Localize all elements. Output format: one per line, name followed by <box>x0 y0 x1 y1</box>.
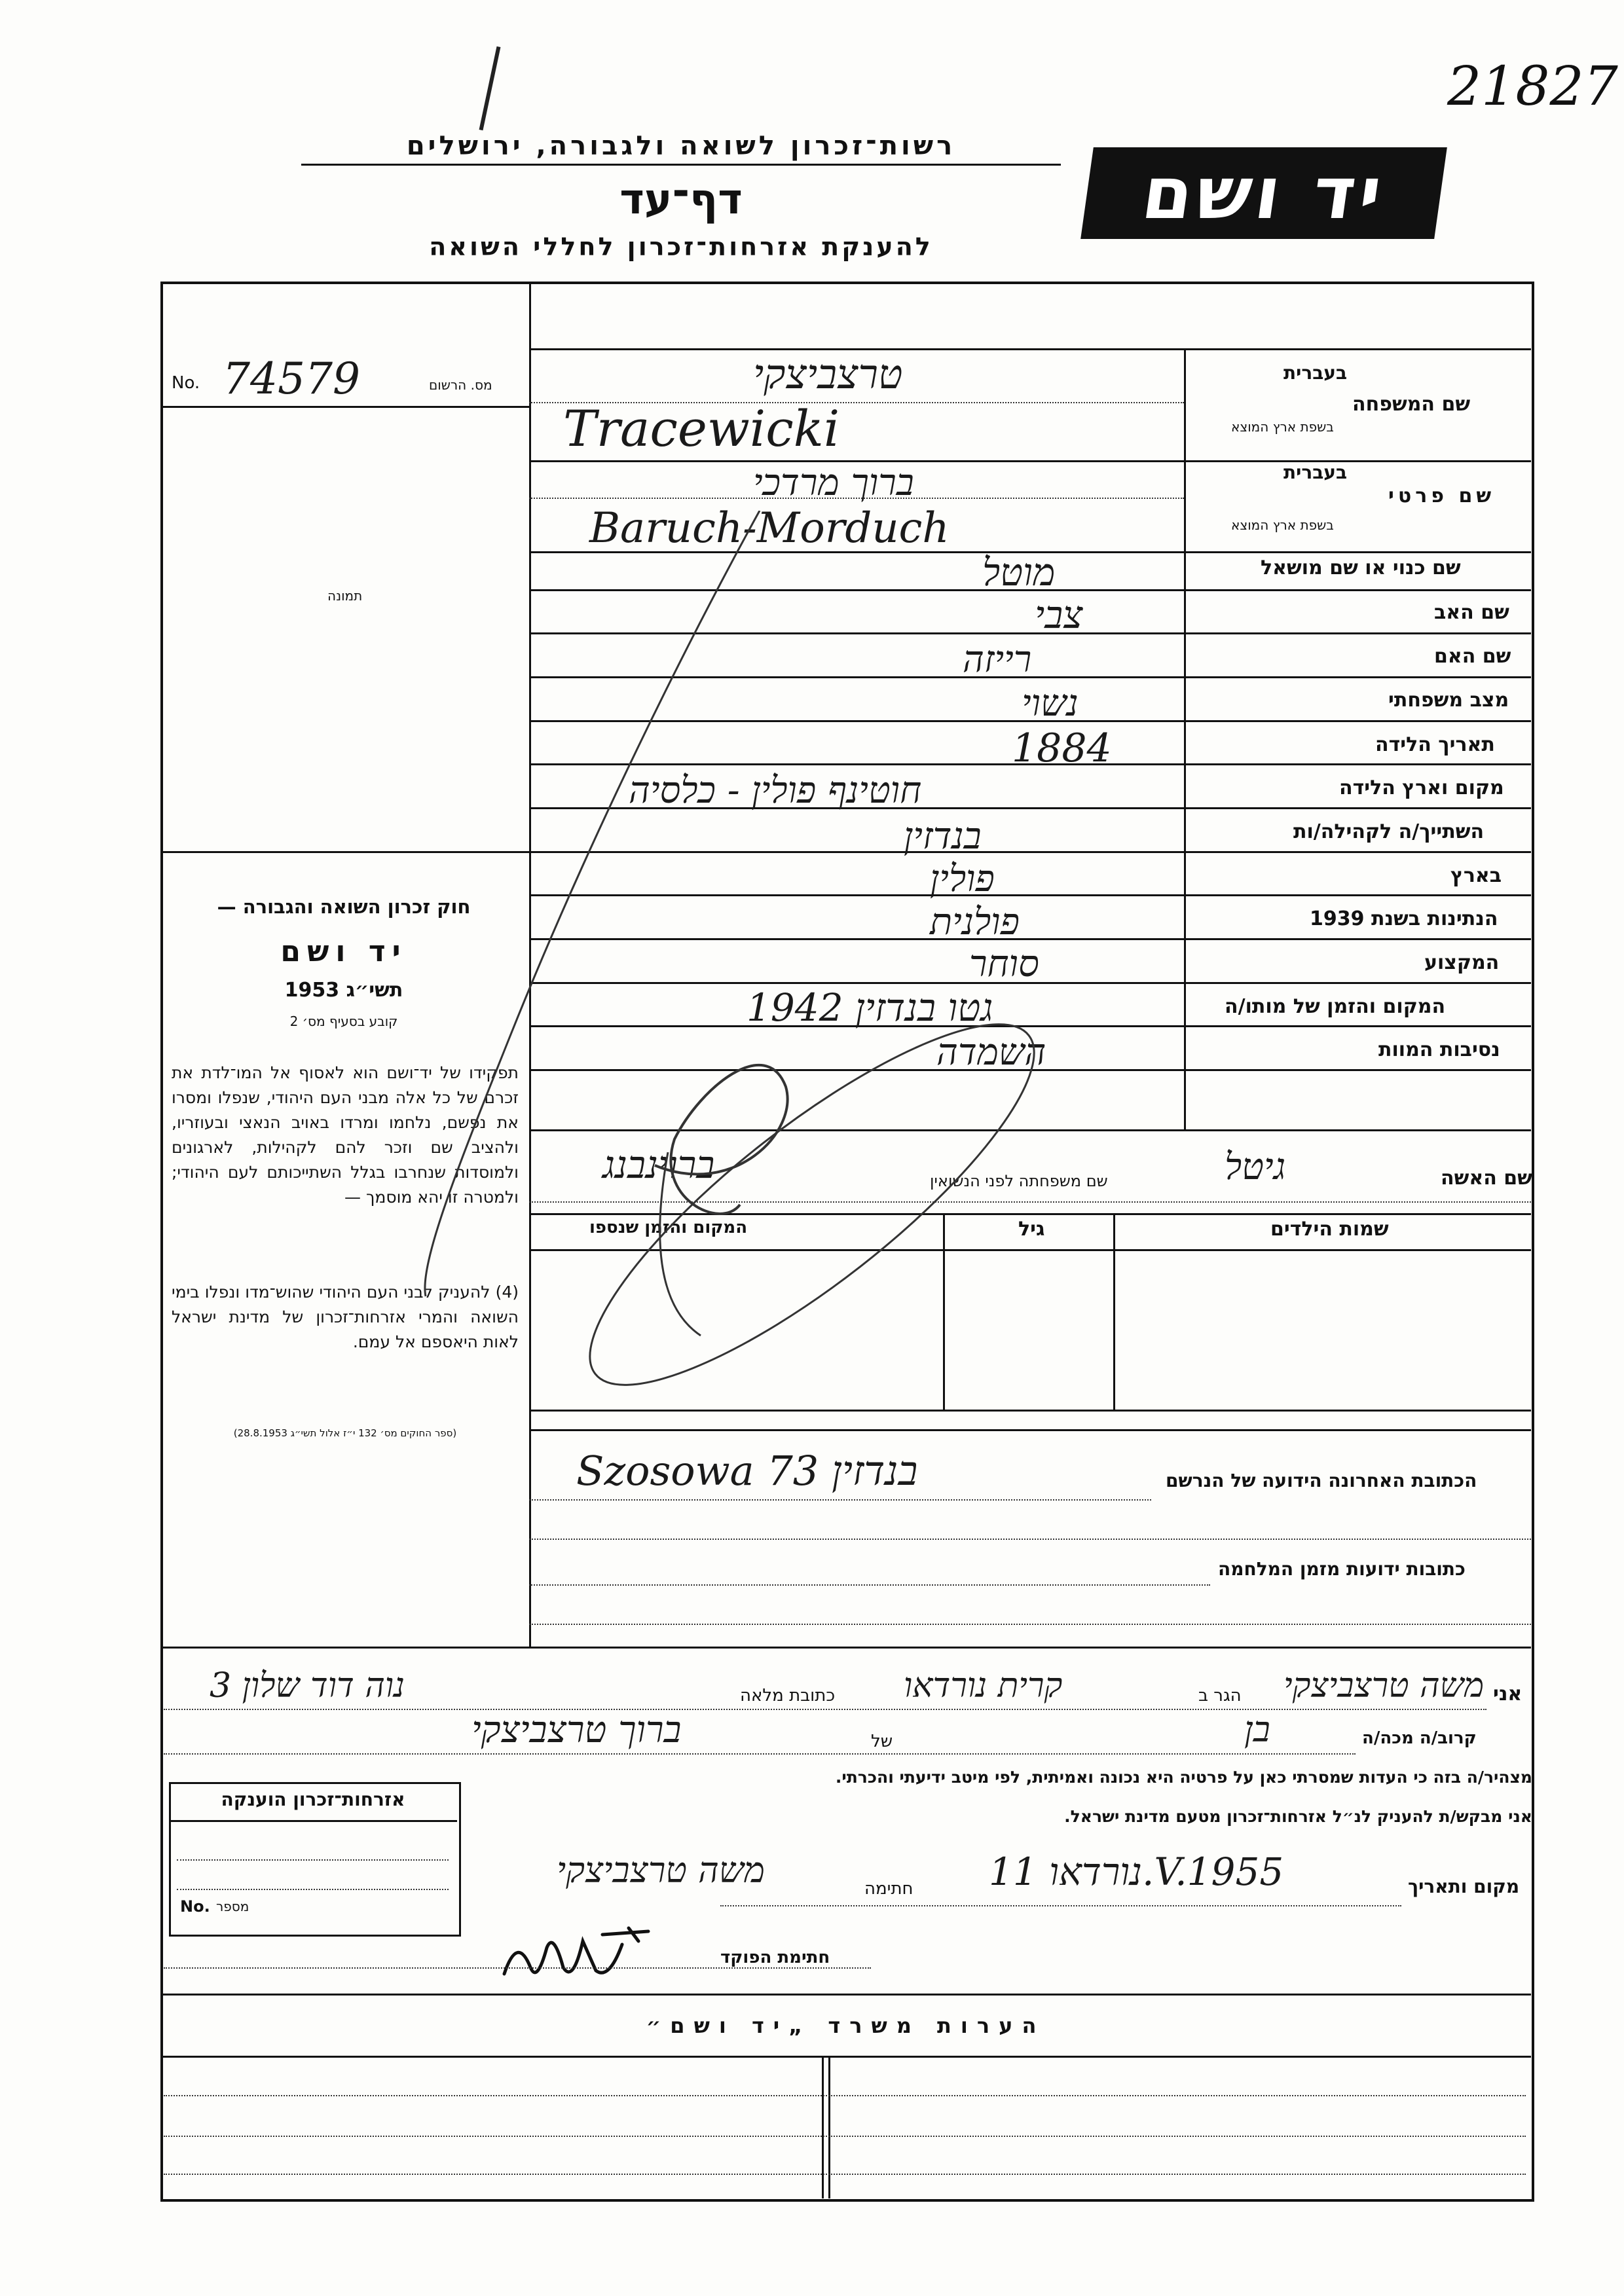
nickname-label: שם כנוי או שם מושאל <box>1261 556 1461 579</box>
last-address: Szosowa 73 בנדזין <box>576 1447 918 1495</box>
citizenship-1939-label: הנתינות בשנת 1939 <box>1310 907 1498 930</box>
remarks-line <box>164 2136 1526 2137</box>
law-clause: קובע בסעיף מס׳ 2 <box>289 1013 398 1029</box>
award-number-label-en: No. <box>180 1897 210 1916</box>
wife-name: גיטל <box>1225 1146 1286 1188</box>
photo-label: תמונה <box>327 588 363 604</box>
community-label: השתייך/ה לקהילה/ות <box>1293 820 1485 843</box>
declaration-line <box>164 1753 1356 1755</box>
citizenship-1939: פולנית <box>930 901 1020 943</box>
reg-number-line <box>160 406 530 408</box>
last-address-label: הכתובת האחרונה הידועה של הנרשם <box>1166 1470 1477 1491</box>
remarks-divider <box>828 2056 830 2198</box>
law-source: (ספר החוקים מס׳ 132 י״ז אלול תשי״ג 28.8.1953) <box>233 1427 457 1439</box>
wife-name-label: שם האשה <box>1441 1167 1532 1190</box>
mother-name: רייזה <box>963 638 1032 681</box>
death-place-time-label: המקום והזמן של מותו/ה <box>1225 995 1446 1018</box>
declarant-residence: קרית נורדאו <box>904 1666 1063 1705</box>
reg-number: 74579 <box>223 354 360 404</box>
first-name-origin: Baruch-Morduch <box>589 504 950 553</box>
birth-date-label: תאריך הלידה <box>1375 733 1495 756</box>
war-addresses-label: כתובות ידועות מזמן המלחמה <box>1218 1558 1466 1580</box>
top-strip-line <box>529 348 1531 350</box>
profession: סוחר <box>969 943 1039 985</box>
form-title: דף־עד <box>619 175 743 224</box>
signature-line <box>720 1905 1401 1906</box>
award-box-title: אזרחות־זכרון הוענקה <box>221 1789 405 1810</box>
mother-name-label: שם האם <box>1434 645 1511 668</box>
law-body-clause-4: (4) להעניק לבני העם היהודי שהוש־מדו ונפלו בימי השואה והמרי אזרחות־זכרון של מדינת ישראל לאות היאספם אל עמם. <box>172 1283 519 1351</box>
law-year: תשי״ג 1953 <box>284 979 403 1002</box>
place-date: נורדאו 11.V.1955 <box>989 1850 1284 1894</box>
profession-label: המקצוע <box>1424 951 1500 974</box>
community: בנדזין <box>904 815 982 858</box>
declaration-statement: מצהיר/ה בזה כי העדות שמסרתי כאן על פרטיה היא נכונה ואמיתית, לפי מיטב ידיעתי והכרתי. <box>835 1768 1532 1787</box>
first-name-hebrew: ברוך מרדכי <box>753 462 914 504</box>
death-cause: השמדה <box>936 1031 1046 1074</box>
birth-place: חוטינף פולין - כלסיה <box>629 769 922 812</box>
remarks-line <box>164 2095 1526 2096</box>
signature-label: חתימה <box>864 1879 913 1899</box>
declaration-section-top <box>160 1647 1531 1649</box>
authority-name: רשות־זכרון לשואה ולגבורה, ירושלים <box>301 131 1061 166</box>
death-cause-label: נסיבות המוות <box>1378 1038 1500 1061</box>
victim-name-repeat: ברוך טרצביצקי <box>471 1709 682 1751</box>
award-box-line <box>177 1889 449 1890</box>
declaration-request: אני מבקש/ת להעניק לנ״ל אזרחות־זכרון מטעם מדינת ישראל. <box>1064 1807 1532 1826</box>
award-box-divider <box>169 1820 457 1822</box>
relative-of-label: של <box>871 1732 893 1751</box>
father-name: צבי <box>1035 592 1083 637</box>
address-line <box>529 1539 1531 1540</box>
children-names-header: שמות הילדים <box>1270 1218 1389 1241</box>
family-name-in-hebrew-label: בעברית <box>1283 362 1348 384</box>
archive-number: 21827 <box>1447 56 1618 118</box>
remarks-line <box>164 2174 1526 2175</box>
declarant-signature: משה טרצביצקי <box>557 1850 766 1891</box>
award-box-line <box>177 1859 449 1861</box>
pen-annotation-strokes <box>393 511 1179 1440</box>
award-number-label: מספר <box>216 1899 249 1914</box>
declarant-address-label: כתובת מלאה <box>740 1686 836 1705</box>
officer-signature-label: חתימת הפוקד <box>720 1948 830 1967</box>
family-name-hebrew: טרצביצקי <box>753 350 903 398</box>
declaration-line <box>164 1709 1486 1710</box>
nickname: מוטל <box>982 550 1056 594</box>
row-line <box>529 460 1531 462</box>
reg-number-label: מס. הרשום <box>429 377 492 393</box>
declarant-name: משה טרצביצקי <box>1283 1666 1485 1705</box>
address-line <box>529 1584 1210 1586</box>
declarant-label: אני <box>1493 1683 1522 1705</box>
first-name-origin-lang-label: בשפת ארץ המוצא <box>1231 517 1334 533</box>
family-name-label: שם המשפחה <box>1352 393 1471 416</box>
birth-date: 1884 <box>1012 725 1112 771</box>
remarks-divider <box>822 2056 824 2198</box>
marital-status: נשוי <box>1022 682 1079 725</box>
officer-signature-mark <box>498 1922 655 1994</box>
law-title: חוק זכרון השואה והגבורה — <box>217 896 471 918</box>
reg-number-label-en: No. <box>172 373 200 393</box>
birth-place-label: מקום וארץ הלידה <box>1339 776 1504 799</box>
yad-vashem-logo: יד ושם <box>1080 147 1447 239</box>
officer-line <box>164 1967 871 1969</box>
country-label: בארץ <box>1450 864 1502 887</box>
father-name-label: שם האב <box>1434 601 1509 624</box>
first-name-in-hebrew-label: בעברית <box>1283 462 1348 483</box>
address-line <box>529 1499 1151 1501</box>
family-name-origin: Tracewicki <box>563 399 840 458</box>
relation-label: קרוב/ה מכה/ה <box>1362 1728 1477 1748</box>
law-body: תפקידו של יד־ושם הוא לאסוף אל המו־לדת את זכרם של כל אלה מבני העם היהודי, שנפלו ומסרו את נפשם, נלחמו ומרדו באויב הנאצי ובעוזריו, ולהציב שם וזכר להם לקהילות, לארגונים ולמוסדות שנחרבו בגלל השתייכותם לעם היהודי; ולמטרה זו יהא מוסמך — <box>172 1063 519 1207</box>
remarks-header-line <box>160 2056 1531 2058</box>
relation: בן <box>1244 1709 1270 1750</box>
family-name-origin-lang-label: בשפת ארץ המוצא <box>1231 419 1334 435</box>
remarks-title: הערות משרד „יד ושם״ <box>646 2013 1046 2038</box>
wife-maiden-name: ברוינבנג <box>602 1142 715 1187</box>
country: פולין <box>930 858 995 900</box>
marital-status-label: מצב משפחתי <box>1388 689 1509 712</box>
label-column-divider <box>1184 350 1186 1129</box>
form-mark-stroke <box>479 46 501 130</box>
first-name-label: שם פרטי <box>1388 484 1496 507</box>
children-fate-header: המקום והזמן שנספו <box>589 1218 748 1237</box>
death-place-time: גטו בנדזין 1942 <box>747 985 993 1030</box>
place-date-label: מקום ותאריך <box>1408 1876 1520 1897</box>
declarant-address: נוה דוד שלון 3 <box>210 1666 405 1705</box>
children-age-header: גיל <box>1018 1218 1045 1241</box>
declarant-residence-label: הגר ב <box>1198 1686 1242 1705</box>
wife-maiden-name-label: שם משפחתה לפני הנשואין <box>930 1172 1108 1190</box>
form-subtitle: להענקת אזרחות־זכרון לחללי השואה <box>429 232 933 261</box>
address-line <box>529 1624 1531 1625</box>
remarks-top-line <box>160 1994 1531 1995</box>
law-name: יד ושם <box>280 935 407 968</box>
